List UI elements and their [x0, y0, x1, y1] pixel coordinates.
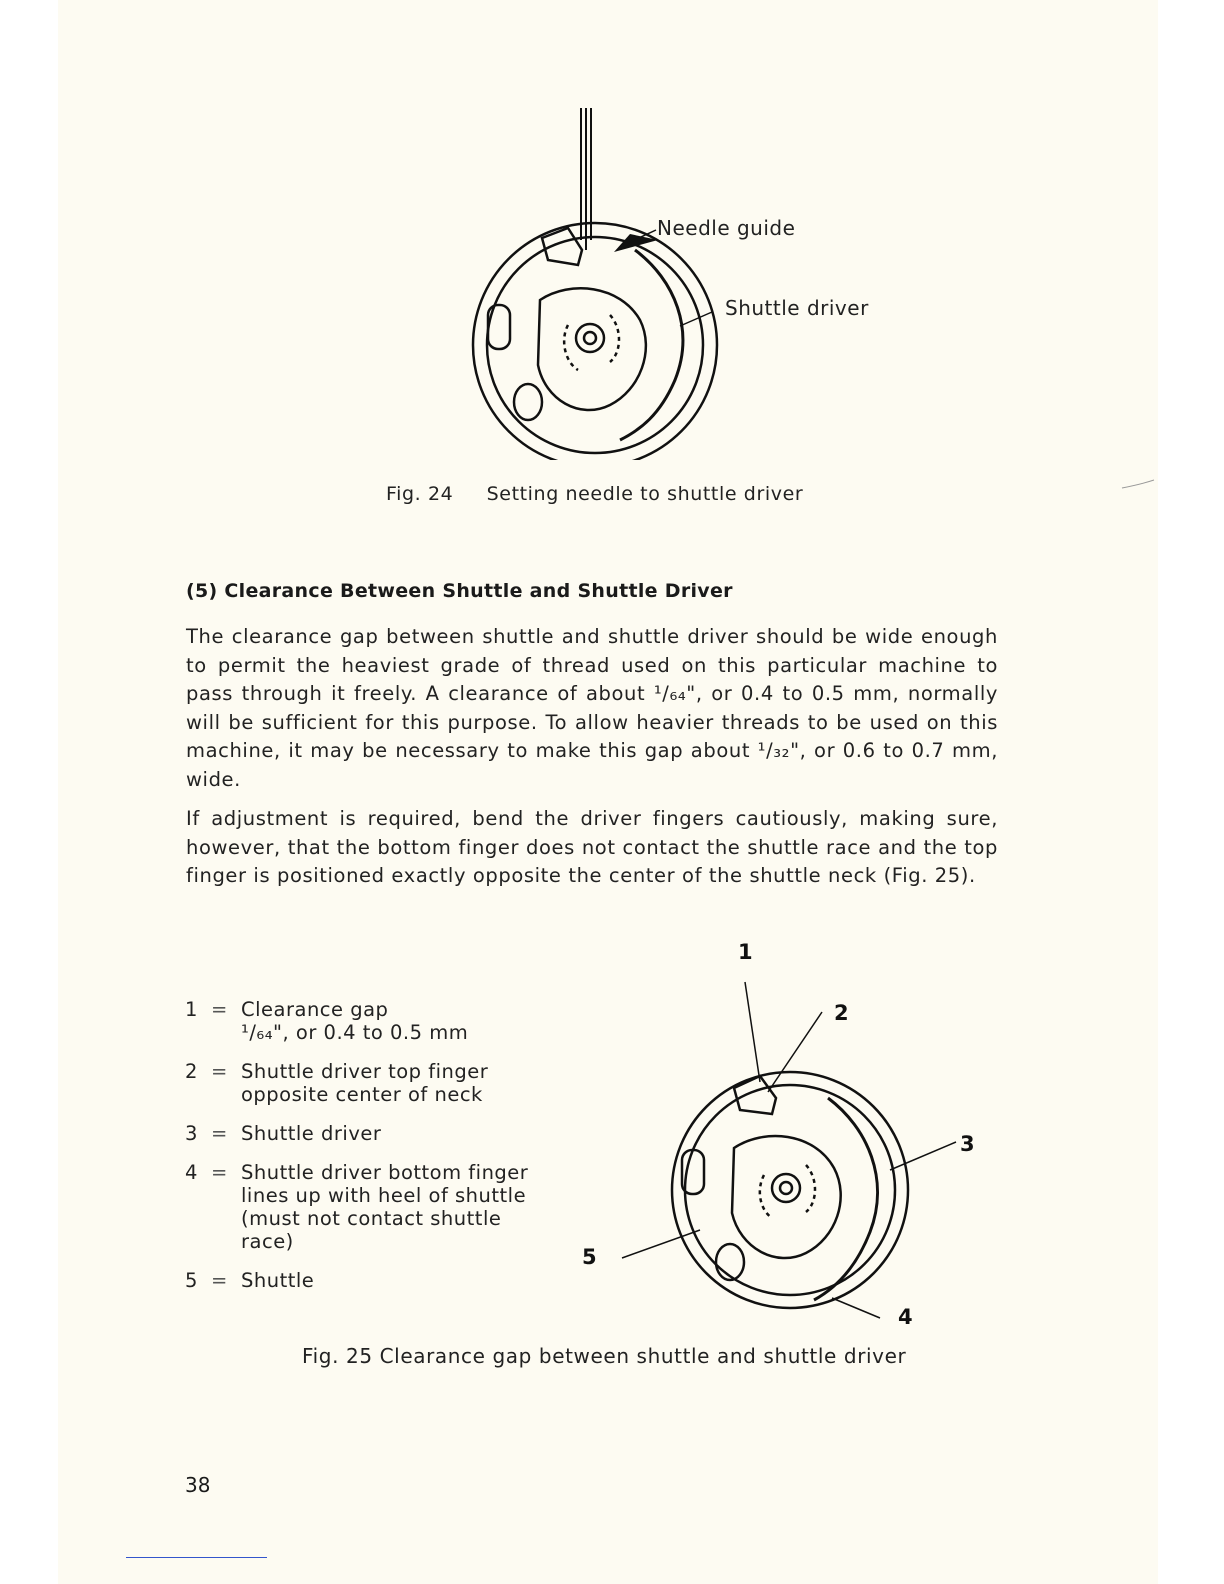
- legend-text-line: Clearance gap: [241, 998, 389, 1021]
- margin-mark: [1120, 475, 1156, 494]
- label-needle-guide: Needle guide: [657, 216, 796, 240]
- legend-text-line: race): [241, 1230, 294, 1253]
- legend-text-line: (must not contact shuttle: [241, 1207, 502, 1230]
- figure-24-title: Setting needle to shuttle driver: [486, 483, 804, 505]
- legend-item: [185, 1161, 530, 1253]
- figure-25-caption: Fig. 25 Clearance gap between shuttle and shuttle driver: [302, 1344, 907, 1368]
- legend-text-line: ¹/₆₄", or 0.4 to 0.5 mm: [241, 1021, 469, 1044]
- leader-5: [622, 1230, 700, 1258]
- shuttle-driver-arm: [814, 1098, 878, 1300]
- paragraph-1: The clearance gap between shuttle and shuttle driver should be wide enough to permit the heaviest grade of thread used on this particular machine to pass through it freely. A clearance of about ¹/₆₄", or 0.4 to 0.5 mm, normally will be sufficient for this purpose. To allow heavier threads to be used on this machine, it may be necessary to make this gap about ¹/₃₂", or 0.6 to 0.7 mm, wide.: [186, 625, 998, 791]
- leader-2: [768, 1012, 822, 1092]
- legend-text-line: lines up with heel of shuttle: [241, 1184, 527, 1207]
- legend-number: 4: [185, 1161, 198, 1184]
- legend-equals: =: [211, 1122, 228, 1145]
- legend-item: [185, 1269, 530, 1292]
- shuttle-heel: [716, 1244, 744, 1280]
- shuttle-race-inner: [487, 237, 703, 453]
- legend-text-line: opposite center of neck: [241, 1083, 483, 1106]
- shuttle-body: [732, 1136, 841, 1258]
- callout-5: 5: [582, 1245, 597, 1269]
- legend-item: [185, 1122, 530, 1145]
- leader-1: [745, 982, 760, 1082]
- legend-number: 3: [185, 1122, 198, 1145]
- figure-24-number: Fig. 24: [386, 483, 454, 505]
- legend-equals: =: [211, 998, 228, 1021]
- legend-equals: =: [211, 1269, 228, 1292]
- paragraph-2: If adjustment is required, bend the driver fingers cautiously, making sure, however, that the bottom finger does not contact the shuttle race and the top finger is positioned exactly opposite the center of the shuttle neck (Fig. 25).: [186, 807, 998, 887]
- figure-25-legend: [185, 998, 530, 1308]
- figure-24-illustration: [460, 100, 720, 460]
- shuttle-race-outer: [672, 1072, 908, 1308]
- shuttle-driver-arm: [620, 250, 683, 440]
- legend-item: [185, 1060, 530, 1106]
- legend-text-line: Shuttle driver top finger: [241, 1060, 489, 1083]
- legend-equals: =: [211, 1060, 228, 1083]
- callout-2: 2: [834, 1001, 849, 1025]
- legend-item: [185, 998, 530, 1044]
- legend-number: 5: [185, 1269, 198, 1292]
- section-heading: (5) Clearance Between Shuttle and Shuttle Driver: [186, 580, 733, 602]
- legend-equals: =: [211, 1161, 228, 1184]
- figure-24-caption: [386, 483, 803, 505]
- leader-4: [832, 1298, 880, 1318]
- legend-text-line: Shuttle: [241, 1269, 315, 1292]
- legend-text-line: Shuttle driver: [241, 1122, 382, 1145]
- callout-4: 4: [898, 1305, 913, 1329]
- shuttle-driver-leader: [680, 312, 712, 326]
- shuttle-body: [538, 288, 646, 410]
- legend-number: 2: [185, 1060, 198, 1083]
- footer-link-underline[interactable]: [126, 1557, 267, 1558]
- callout-1: 1: [738, 940, 753, 964]
- needle: [581, 108, 591, 250]
- legend-number: 1: [185, 998, 198, 1021]
- label-shuttle-driver: Shuttle driver: [725, 296, 869, 320]
- figure-25-illustration: [600, 970, 960, 1340]
- shuttle-heel: [514, 384, 542, 420]
- legend-text-line: Shuttle driver bottom finger: [241, 1161, 529, 1184]
- page-number: 38: [185, 1473, 211, 1497]
- bobbin-center: [772, 1174, 800, 1202]
- callout-3: 3: [960, 1132, 975, 1156]
- bobbin-center: [576, 324, 604, 352]
